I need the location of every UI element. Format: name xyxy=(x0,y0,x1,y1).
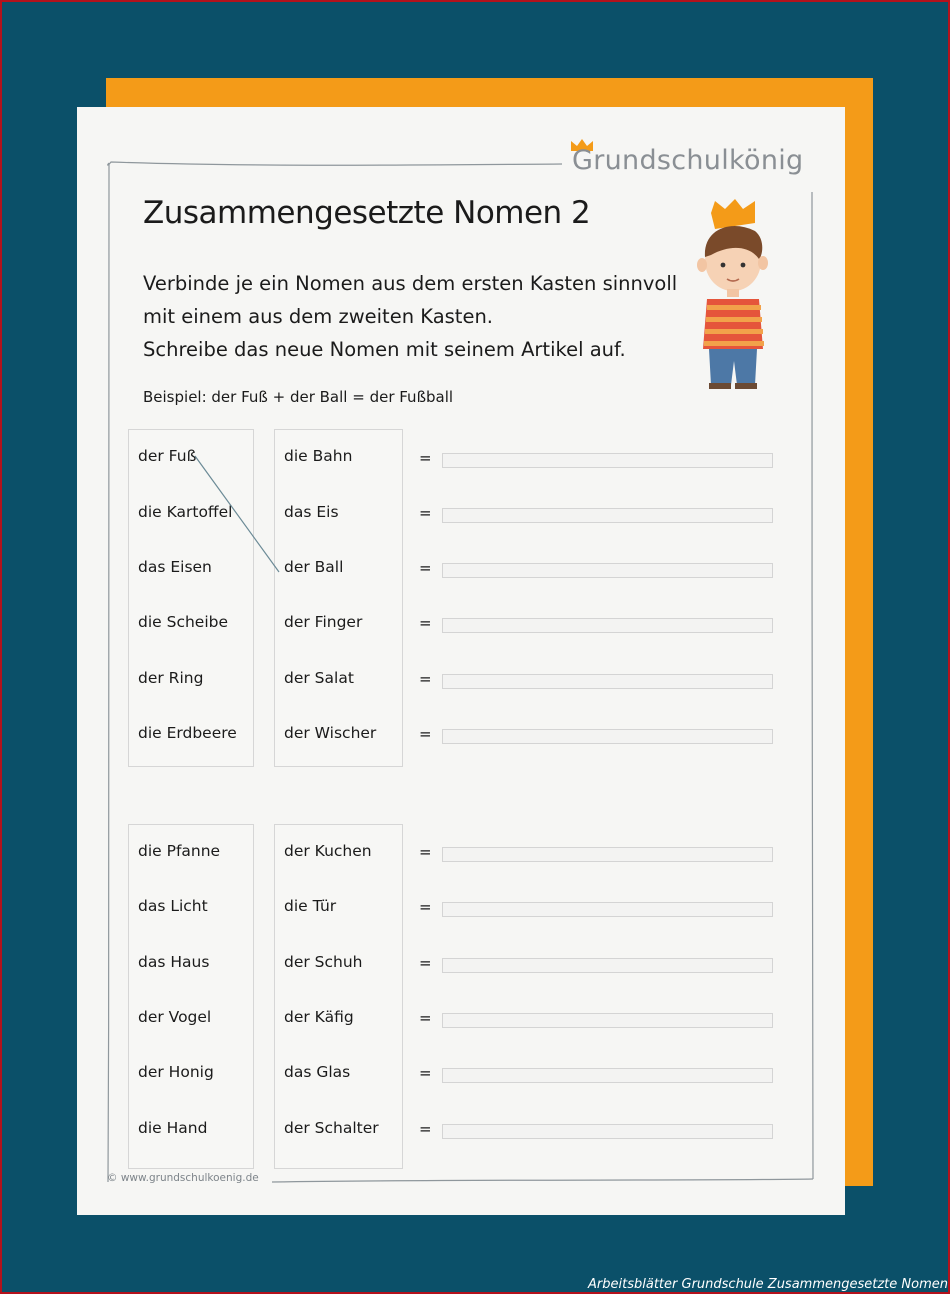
right-word[interactable]: der Kuchen xyxy=(284,842,372,860)
answer-field[interactable] xyxy=(442,674,773,689)
equals-sign: = xyxy=(419,614,432,632)
equals-sign: = xyxy=(419,504,432,522)
answer-field[interactable] xyxy=(442,563,773,578)
answer-field[interactable] xyxy=(442,958,773,973)
right-word[interactable]: die Bahn xyxy=(284,447,353,465)
equals-sign: = xyxy=(419,449,432,467)
right-word[interactable]: der Schalter xyxy=(284,1119,379,1137)
instruction-line: Schreibe das neue Nomen mit seinem Artikel auf. xyxy=(143,338,626,361)
equals-sign: = xyxy=(419,559,432,577)
left-word[interactable]: die Kartoffel xyxy=(138,503,233,521)
left-word[interactable]: das Eisen xyxy=(138,558,212,576)
equals-sign: = xyxy=(419,954,432,972)
right-word[interactable]: der Käfig xyxy=(284,1008,354,1026)
equals-sign: = xyxy=(419,725,432,743)
worksheet-page xyxy=(77,107,845,1215)
left-word[interactable]: das Haus xyxy=(138,953,210,971)
left-word[interactable]: die Scheibe xyxy=(138,613,229,631)
right-word[interactable]: der Finger xyxy=(284,613,363,631)
right-word[interactable]: der Schuh xyxy=(284,953,363,971)
left-word[interactable]: der Honig xyxy=(138,1063,214,1081)
answer-field[interactable] xyxy=(442,729,773,744)
equals-sign: = xyxy=(419,670,432,688)
right-word[interactable]: der Salat xyxy=(284,669,354,687)
left-word[interactable]: die Hand xyxy=(138,1119,208,1137)
left-word[interactable]: die Pfanne xyxy=(138,842,221,860)
footer-copyright: © www.grundschulkoenig.de xyxy=(107,1172,259,1184)
page-title: Zusammengesetzte Nomen 2 xyxy=(143,195,591,231)
answer-field[interactable] xyxy=(442,1013,773,1028)
right-word-box-2 xyxy=(274,824,403,1169)
image-caption: Arbeitsblätter Grundschule Zusammengesetzte Nomen xyxy=(588,1277,948,1292)
answer-field[interactable] xyxy=(442,453,773,468)
equals-sign: = xyxy=(419,898,432,916)
equals-sign: = xyxy=(419,1064,432,1082)
answer-field[interactable] xyxy=(442,847,773,862)
right-word[interactable]: der Wischer xyxy=(284,724,377,742)
answer-field[interactable] xyxy=(442,1124,773,1139)
left-word-box-2 xyxy=(128,824,254,1169)
example-text: Beispiel: der Fuß + der Ball = der Fußball xyxy=(143,388,454,406)
answer-field[interactable] xyxy=(442,618,773,633)
equals-sign: = xyxy=(419,1120,432,1138)
right-word[interactable]: das Eis xyxy=(284,503,339,521)
instruction-line: mit einem aus dem zweiten Kasten. xyxy=(143,305,494,328)
left-word[interactable]: der Fuß xyxy=(138,447,197,465)
answer-field[interactable] xyxy=(442,1068,773,1083)
instruction-line: Verbinde je ein Nomen aus dem ersten Kasten sinnvoll xyxy=(143,272,678,295)
left-word[interactable]: der Ring xyxy=(138,669,204,687)
right-word[interactable]: das Glas xyxy=(284,1063,351,1081)
answer-field[interactable] xyxy=(442,508,773,523)
left-word[interactable]: die Erdbeere xyxy=(138,724,237,742)
brand-logo: Grundschulkönig xyxy=(572,145,804,176)
answer-field[interactable] xyxy=(442,902,773,917)
equals-sign: = xyxy=(419,843,432,861)
right-word[interactable]: die Tür xyxy=(284,897,337,915)
left-word[interactable]: der Vogel xyxy=(138,1008,212,1026)
left-word[interactable]: das Licht xyxy=(138,897,208,915)
equals-sign: = xyxy=(419,1009,432,1027)
right-word[interactable]: der Ball xyxy=(284,558,344,576)
